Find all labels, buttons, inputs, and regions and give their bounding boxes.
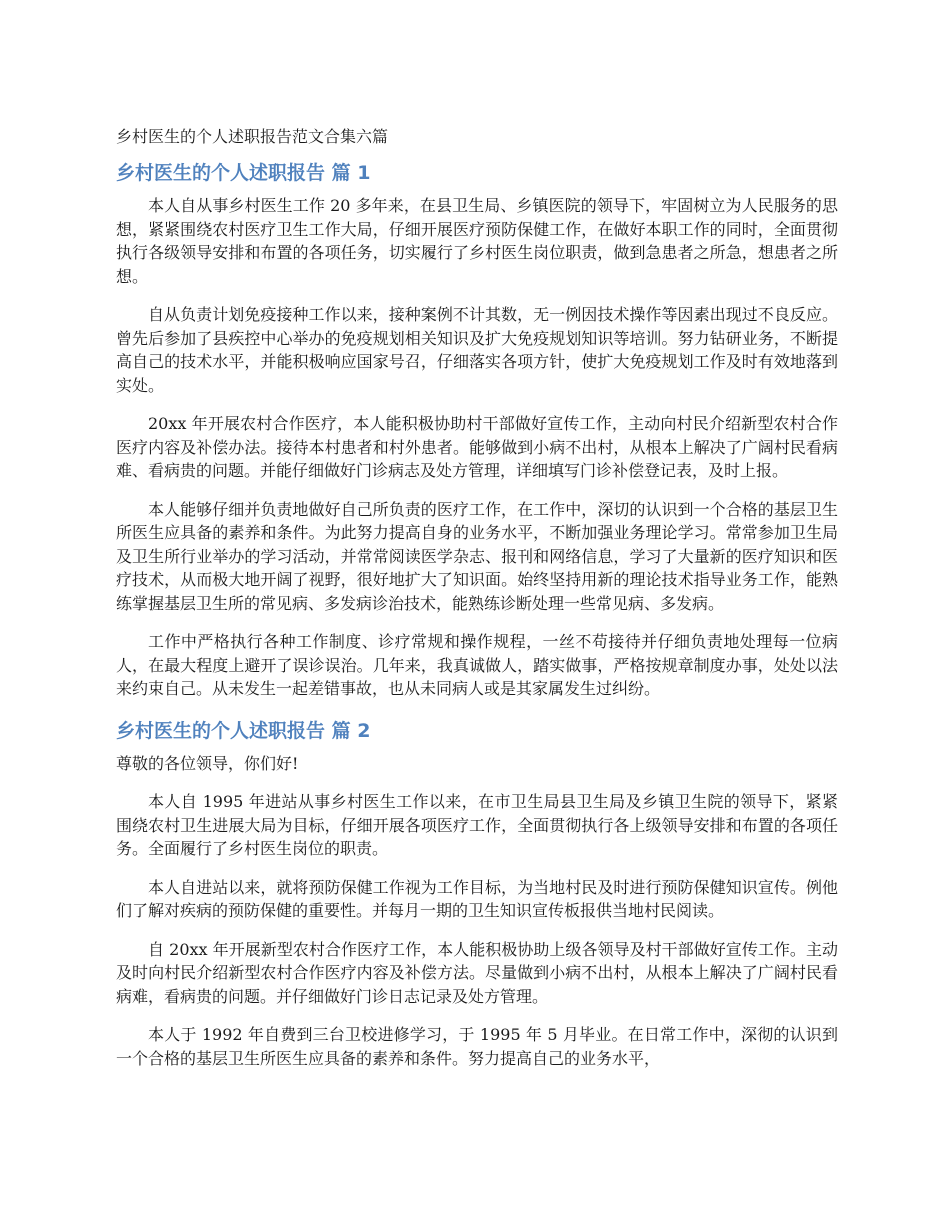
greeting: 尊敬的各位领导，你们好! bbox=[116, 753, 299, 773]
paragraph: 自 20xx 年开展新型农村合作医疗工作，本人能积极协助上级各领导及村干部做好宣传工作。主动及时向村民介绍新型农村合作医疗内容及补偿方法。尽量做到小病不出村，从根本上解决了广阔村民看病难，看病贵的问题。并仔细做好门诊日志记录及处方管理。 bbox=[116, 939, 838, 1006]
section-1 bbox=[116, 158, 838, 701]
paragraph: 本人自从事乡村医生工作 20 多年来，在县卫生局、乡镇医院的领导下，牢固树立为人民服务的思想，紧紧围绕农村医疗卫生工作大局，仔细开展医疗预防保健工作，在做好本职工作的同时，全面贯彻执行各级领导安排和布置的各项任务，切实履行了乡村医生岗位职责，做到急患者之所急，想患者之所想。 bbox=[116, 196, 838, 286]
paragraph: 自从负责计划免疫接种工作以来，接种案例不计其数，无一例因技术操作等因素出现过不良反应。曾先后参加了县疾控中心举办的免疫规划相关知识及扩大免疫规划知识等培训。努力钻研业务，不断提高自己的技术水平，并能积极响应国家号召，仔细落实各项方针，使扩大免疫规划工作及时有效地落到实处。 bbox=[116, 305, 838, 395]
section-heading: 乡村医生的个人述职报告 篇 2 bbox=[116, 719, 371, 742]
paragraph: 工作中严格执行各种工作制度、诊疗常规和操作规程，一丝不苟接待并仔细负责地处理每一位病人，在最大程度上避开了误诊误治。几年来，我真诚做人，踏实做事，严格按规章制度办事，处处以法来约束自己。从未发生一起差错事故，也从未同病人或是其家属发生过纠纷。 bbox=[116, 632, 838, 698]
paragraph: 本人自 1995 年进站从事乡村医生工作以来，在市卫生局县卫生局及乡镇卫生院的领导下，紧紧围绕农村卫生进展大局为目标，仔细开展各项医疗工作，全面贯彻执行各上级领导安排和布置的各项任务。全面履行了乡村医生岗位的职责。 bbox=[116, 792, 838, 858]
paragraph: 本人自进站以来，就将预防保健工作视为工作目标，为当地村民及时进行预防保健知识宣传。例他们了解对疾病的预防保健的重要性。并每月一期的卫生知识宣传板报供当地村民阅读。 bbox=[116, 877, 838, 920]
paragraph: 本人于 1992 年自费到三台卫校进修学习，于 1995 年 5 月毕业。在日常工作中，深彻的认识到一个合格的基层卫生所医生应具备的素养和条件。努力提高自己的业务水平， bbox=[116, 1025, 838, 1068]
section-2 bbox=[116, 716, 838, 1071]
section-heading: 乡村医生的个人述职报告 篇 1 bbox=[116, 162, 371, 184]
document-title: 乡村医生的个人述职报告范文合集六篇 bbox=[116, 127, 389, 146]
paragraph: 20xx 年开展农村合作医疗，本人能积极协助村干部做好宣传工作，主动向村民介绍新型农村合作医疗内容及补偿办法。接待本村患者和村外患者。能够做到小病不出村，从根本上解决了广阔村民看病难、看病贵的问题。并能仔细做好门诊病志及处方管理，详细填写门诊补偿登记表，及时上报。 bbox=[116, 414, 838, 480]
paragraph: 本人能够仔细并负责地做好自己所负责的医疗工作，在工作中，深切的认识到一个合格的基层卫生所医生应具备的素养和条件。为此努力提高自身的业务水平，不断加强业务理论学习。常常参加卫生局及卫生所行业举办的学习活动，并常常阅读医学杂志、报刊和网络信息，学习了大量新的医疗知识和医疗技术，从而极大地开阔了视野，很好地扩大了知识面。始终坚持用新的理论技术指导业务工作，能熟练掌握基层卫生所的常见病、多发病诊治技术，能熟练诊断处理一些常见病、多发病。 bbox=[116, 499, 838, 613]
